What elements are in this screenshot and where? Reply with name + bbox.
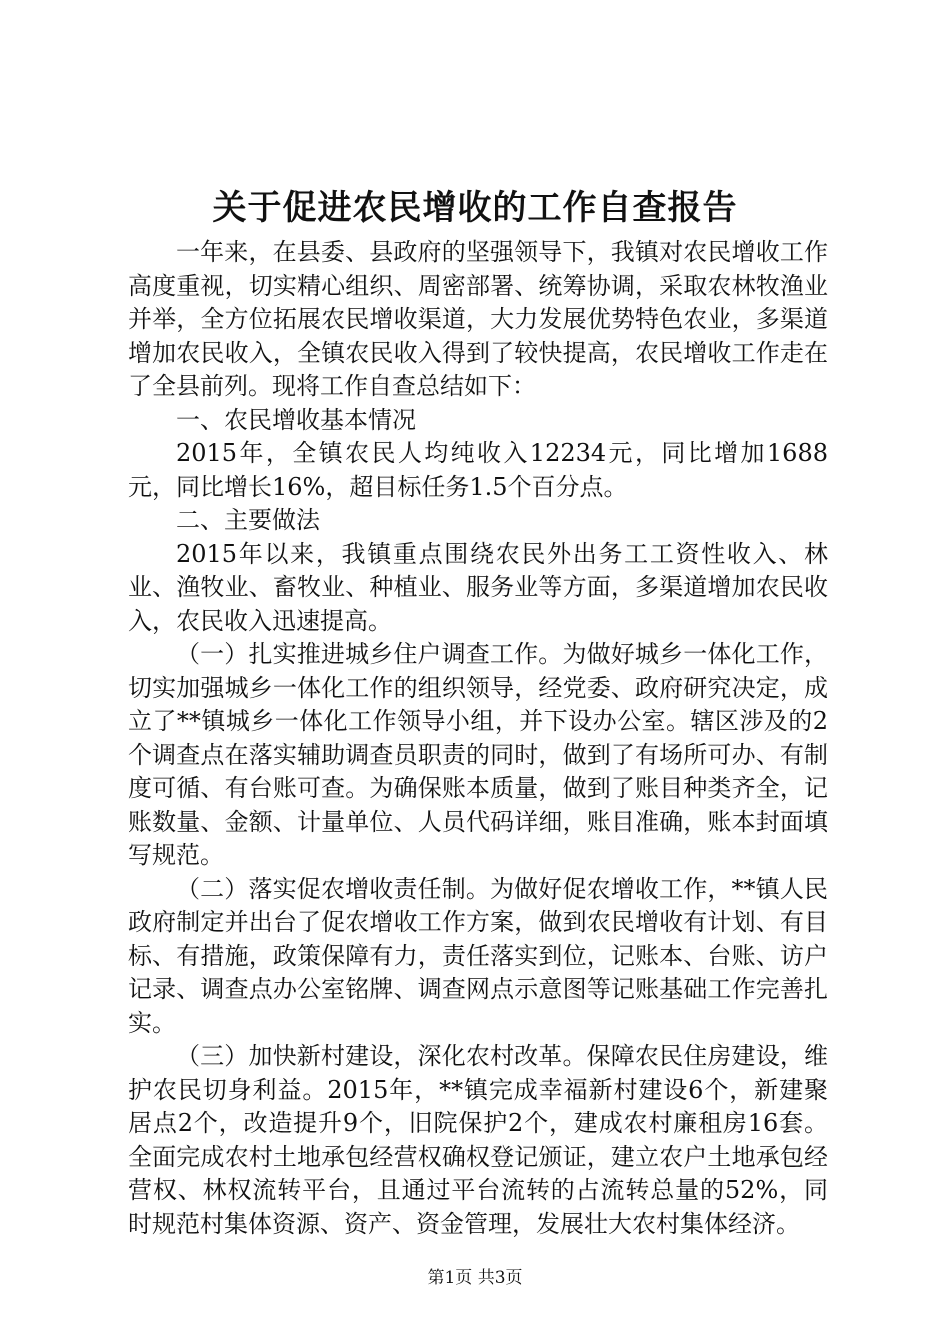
measure-three-paragraph: （三）加快新村建设，深化农村改革。保障农民住房建设，维护农民切身利益。2015年，**镇完成幸福新村建设6个，新建聚居点2个，改造提升9个，旧院保护2个，建成农村廉租房16套。全面完成农村土地承包经营权确权登记颁证，建立农户土地承包经营权、林权流转平台，且通过平台流转的占流转总量的52%，同时规范村集体资源、资产、资金管理，发展壮大农村集体经济。 <box>128 1042 828 1238</box>
measure-one-paragraph: （一）扎实推进城乡住户调查工作。为做好城乡一体化工作，切实加强城乡一体化工作的组织领导，经党委、政府研究决定，成立了**镇城乡一体化工作领导小组，并下设办公室。辖区涉及的2个调查点在落实辅助调查员职责的同时，做到了有场所可办、有制度可循、有台账可查。为确保账本质量，做到了账目种类齐全，记账数量、金额、计量单位、人员代码详细，账目准确，账本封面填写规范。 <box>128 640 828 869</box>
intro-paragraph: 一年来，在县委、县政府的坚强领导下，我镇对农民增收工作高度重视，切实精心组织、周密部署、统筹协调，采取农林牧渔业并举，全方位拓展农民增收渠道，大力发展优势特色农业，多渠道增加农民收入，全镇农民收入得到了较快提高，农民增收工作走在了全县前列。现将工作自查总结如下： <box>128 238 828 400</box>
section-heading-basic-situation: 一、农民增收基本情况 <box>176 405 416 434</box>
page-footer: 第1页 共3页 <box>427 1268 523 1288</box>
main-measures-paragraph: 2015年以来，我镇重点围绕农民外出务工工资性收入、林业、渔牧业、畜牧业、种植业、服务业等方面，多渠道增加农民收入，农民收入迅速提高。 <box>128 539 828 635</box>
section-heading-main-measures: 二、主要做法 <box>176 506 320 534</box>
document-title: 关于促进农民增收的工作自查报告 <box>212 188 738 228</box>
document-body <box>128 236 828 1241</box>
basic-situation-paragraph: 2015年，全镇农民人均纯收入12234元，同比增加1688元，同比增长16%，超目标任务1.5个百分点。 <box>128 439 828 501</box>
measure-two-paragraph: （二）落实促农增收责任制。为做好促农增收工作，**镇人民政府制定并出台了促农增收工作方案，做到农民增收有计划、有目标、有措施，政策保障有力，责任落实到位，记账本、台账、访户记录、调查点办公室铭牌、调查网点示意图等记账基础工作完善扎实。 <box>128 874 828 1037</box>
